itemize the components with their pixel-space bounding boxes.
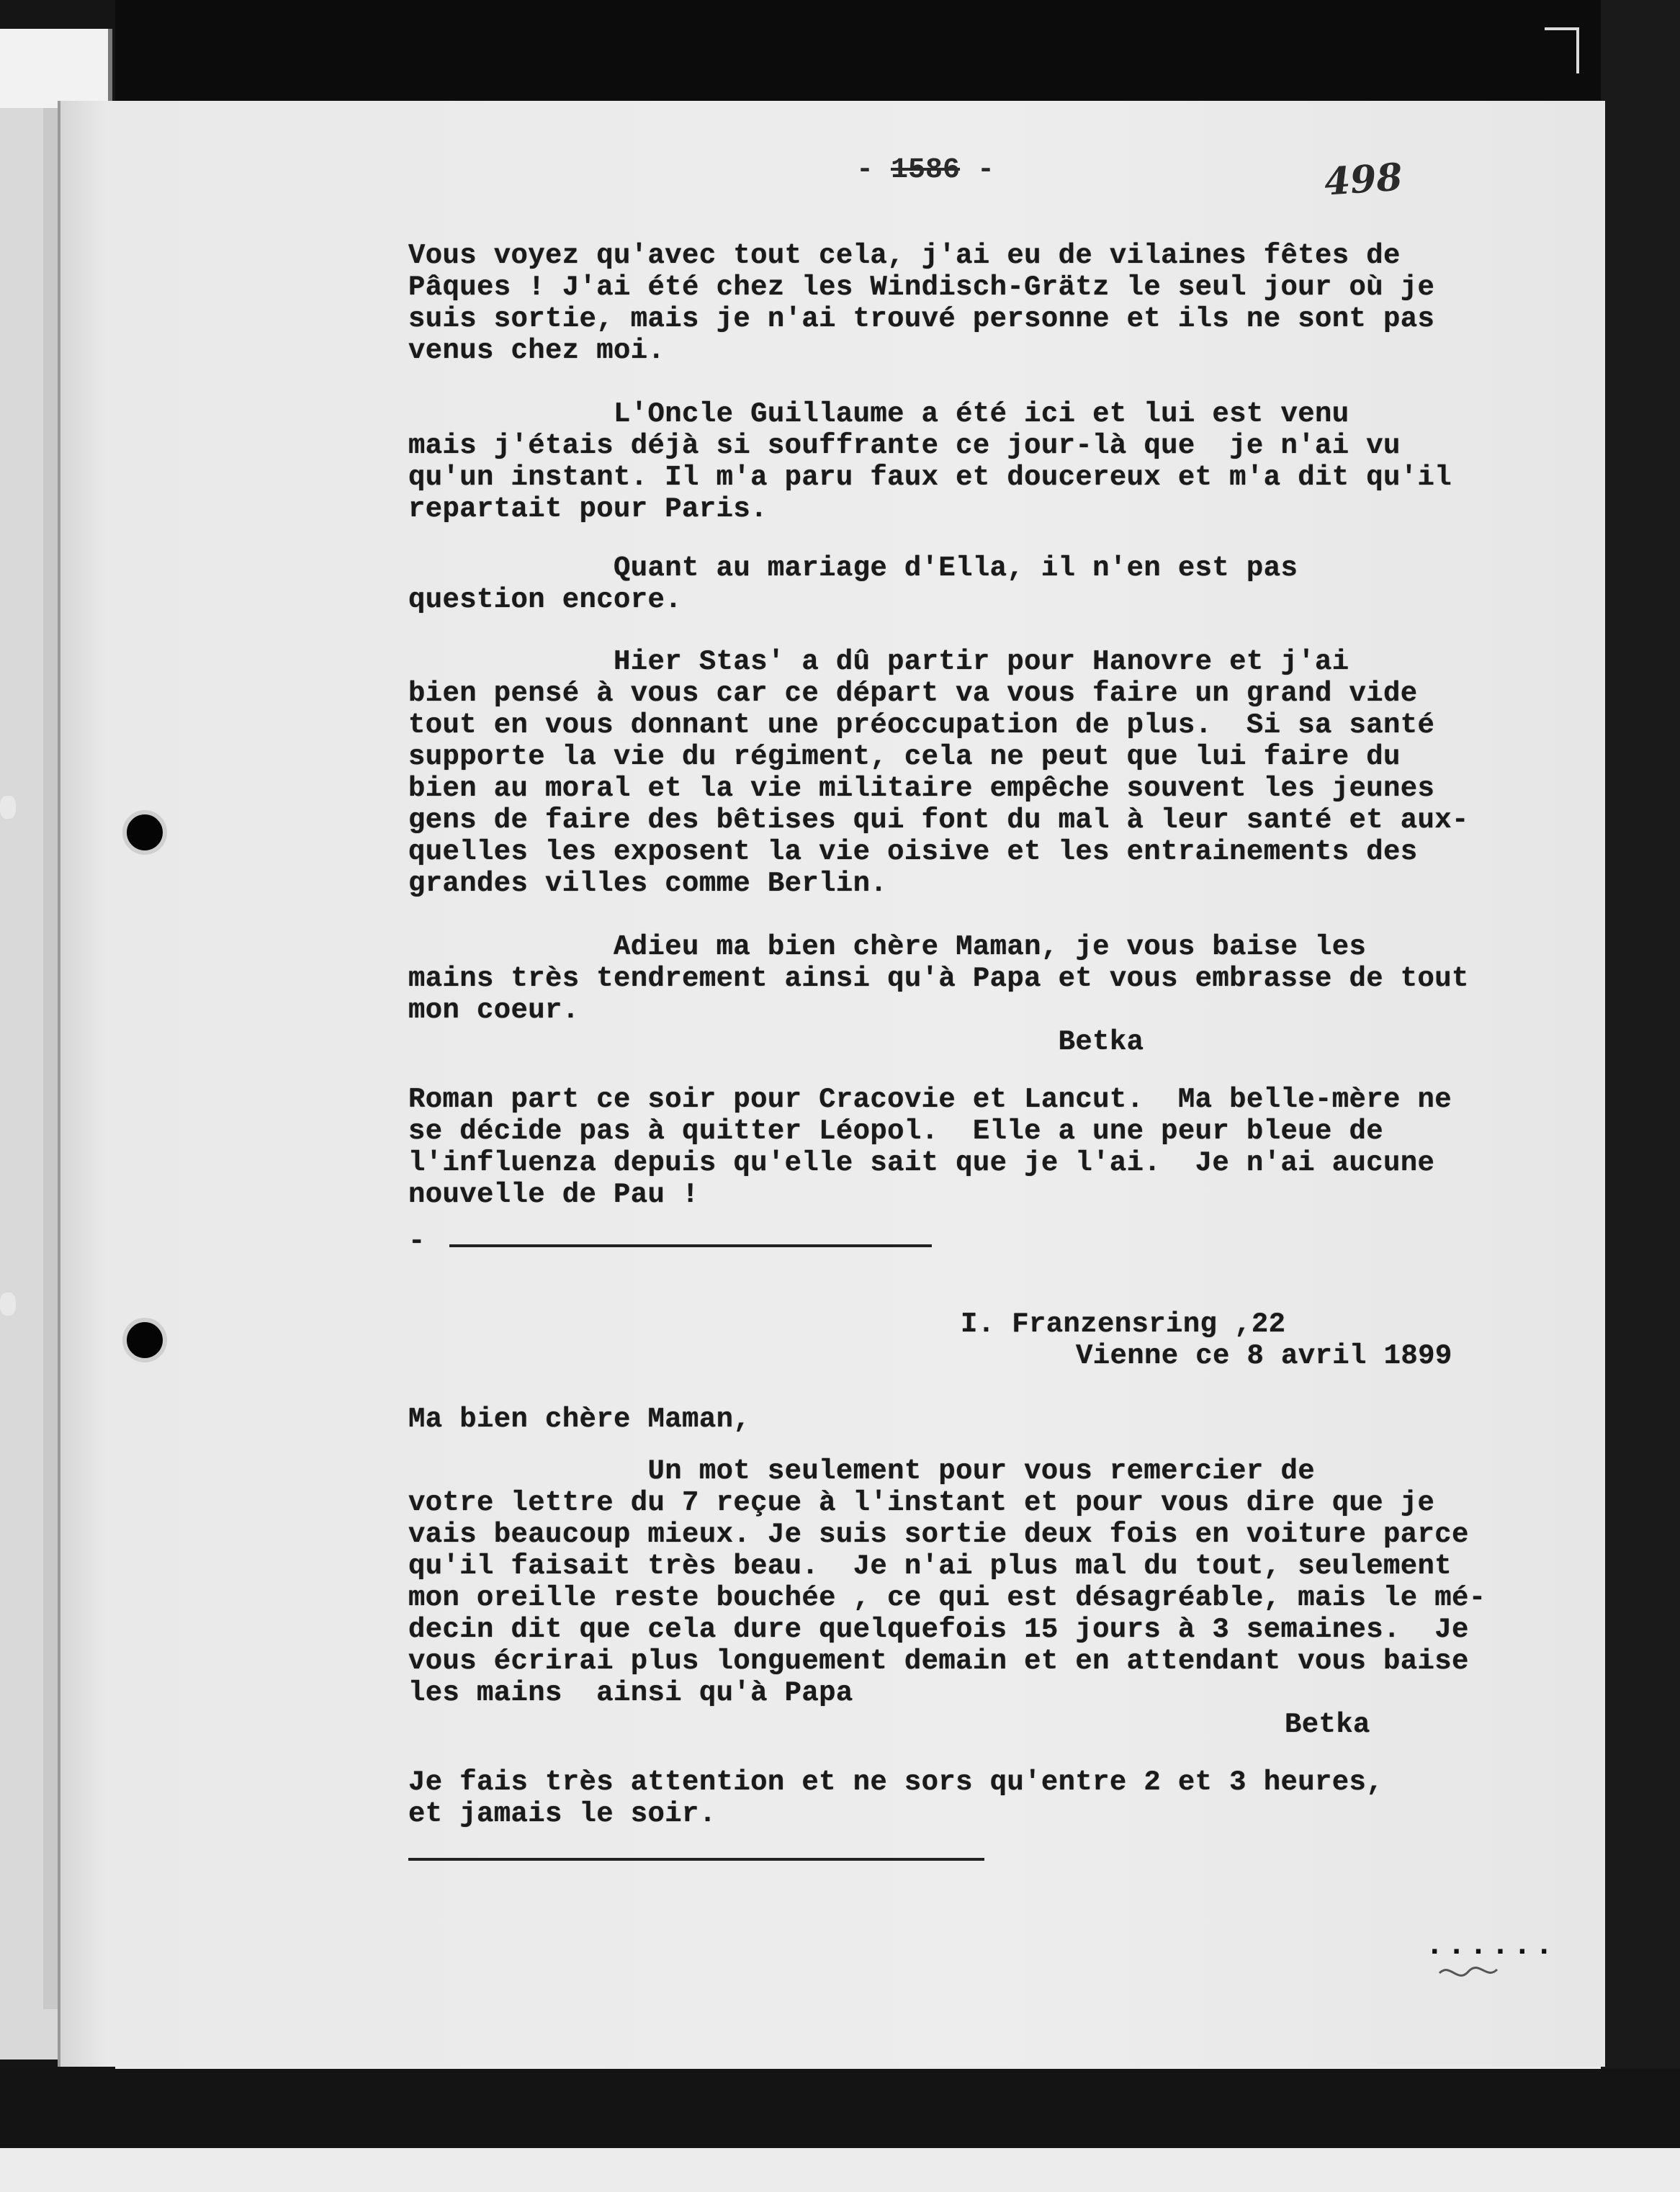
letter2-line: vous écrirai plus longuement demain et en attendant vous baise (408, 1645, 1469, 1677)
letter1-line: mains très tendrement ainsi qu'à Papa et vous embrasse de tout (408, 963, 1469, 994)
typed-page-number: - 1586 - (856, 154, 995, 187)
letter1-postscript-line: nouvelle de Pau ! (408, 1179, 699, 1210)
letter2-line: votre lettre du 7 reçue à l'instant et pour vous dire que je (408, 1487, 1435, 1519)
letter1-postscript-line: se décide pas à quitter Léopol. Elle a une peur bleue de (408, 1115, 1383, 1147)
letter2-line: decin dit que cela dure quelquefois 15 jours à 3 semaines. Je (408, 1614, 1469, 1645)
letter1-line: qu'un instant. Il m'a paru faux et doucereux et m'a dit qu'il (408, 462, 1452, 493)
scan-border-bottom (0, 2069, 1680, 2148)
letter2-line: les mains ainsi qu'à Papa (408, 1677, 853, 1709)
letter1-line: Quant au mariage d'Ella, il n'en est pas (408, 552, 1298, 584)
end-marks: ...... (1425, 1928, 1557, 1964)
letter2-postscript-line: Je fais très attention et ne sors qu'entre 2 et 3 heures, (408, 1766, 1383, 1798)
letter1-line: supporte la vie du régiment, cela ne peut que lui faire du (408, 741, 1401, 773)
scan-border-top (0, 0, 1680, 101)
letter2-postscript-line: et jamais le soir. (408, 1798, 717, 1830)
pencil-scribble-icon (1436, 1959, 1501, 1987)
margin-speck (0, 1293, 16, 1316)
letter2-place-date: Vienne ce 8 avril 1899 (1076, 1340, 1452, 1372)
margin-speck (0, 796, 16, 819)
separator-dash: - (408, 1226, 426, 1257)
letter1-line: L'Oncle Guillaume a été ici et lui est venu (408, 398, 1349, 430)
scan-border-right (1601, 0, 1680, 2148)
letter1-line: Hier Stas' a dû partir pour Hanovre et j'ai (408, 646, 1349, 678)
letter1-signature: Betka (408, 1026, 1144, 1058)
letter1-line: bien pensé à vous car ce départ va vous faire un grand vide (408, 678, 1418, 709)
separator-rule (408, 1858, 984, 1861)
letter1-line: Pâques ! J'ai été chez les Windisch-Grätz le seul jour où je (408, 271, 1435, 303)
letter1-line: Vous voyez qu'avec tout cela, j'ai eu de vilaines fêtes de (408, 240, 1401, 271)
handwritten-page-number: 498 (1322, 155, 1404, 205)
letter2-line: qu'il faisait très beau. Je n'ai plus mal du tout, seulement (408, 1550, 1452, 1582)
letter2-salutation: Ma bien chère Maman, (408, 1403, 751, 1435)
letter1-line: mon coeur. (408, 994, 580, 1026)
letter1-line: suis sortie, mais je n'ai trouvé personne et ils ne sont pas (408, 303, 1435, 335)
typed-letter-page (58, 101, 1605, 2067)
underlying-sheet-top (0, 29, 108, 108)
letter1-line: question encore. (408, 584, 683, 616)
letter2-address: I. Franzensring ,22 (961, 1308, 1286, 1340)
letter2-line: Un mot seulement pour vous remercier de (408, 1455, 1315, 1487)
separator-rule (449, 1244, 932, 1247)
letter2-signature: Betka (1285, 1709, 1370, 1740)
punch-hole-icon (122, 810, 167, 855)
letter2-line: mon oreille reste bouchée , ce qui est désagréable, mais le mé- (408, 1582, 1486, 1614)
letter1-line: Adieu ma bien chère Maman, je vous baise les (408, 931, 1367, 963)
letter1-line: grandes villes comme Berlin. (408, 868, 888, 899)
punch-hole-icon (122, 1318, 167, 1362)
letter1-line: quelles les exposent la vie oisive et les entrainements des (408, 836, 1418, 868)
letter-text (60, 101, 1605, 2067)
letter1-line: bien au moral et la vie militaire empêche souvent les jeunes (408, 773, 1435, 804)
letter1-line: repartait pour Paris. (408, 493, 768, 525)
letter1-postscript-line: l'influenza depuis qu'elle sait que je l'ai. Je n'ai aucune (408, 1147, 1435, 1179)
corner-crop-mark (1545, 27, 1579, 73)
letter1-line: gens de faire des bêtises qui font du mal à leur santé et aux- (408, 804, 1469, 836)
letter1-line: mais j'étais déjà si souffrante ce jour-là que je n'ai vu (408, 430, 1401, 462)
letter1-line: tout en vous donnant une préoccupation de plus. Si sa santé (408, 709, 1435, 741)
letter1-line: venus chez moi. (408, 335, 665, 367)
letter1-postscript-line: Roman part ce soir pour Cracovie et Lancut. Ma belle-mère ne (408, 1084, 1452, 1115)
letter2-line: vais beaucoup mieux. Je suis sortie deux fois en voiture parce (408, 1519, 1469, 1550)
